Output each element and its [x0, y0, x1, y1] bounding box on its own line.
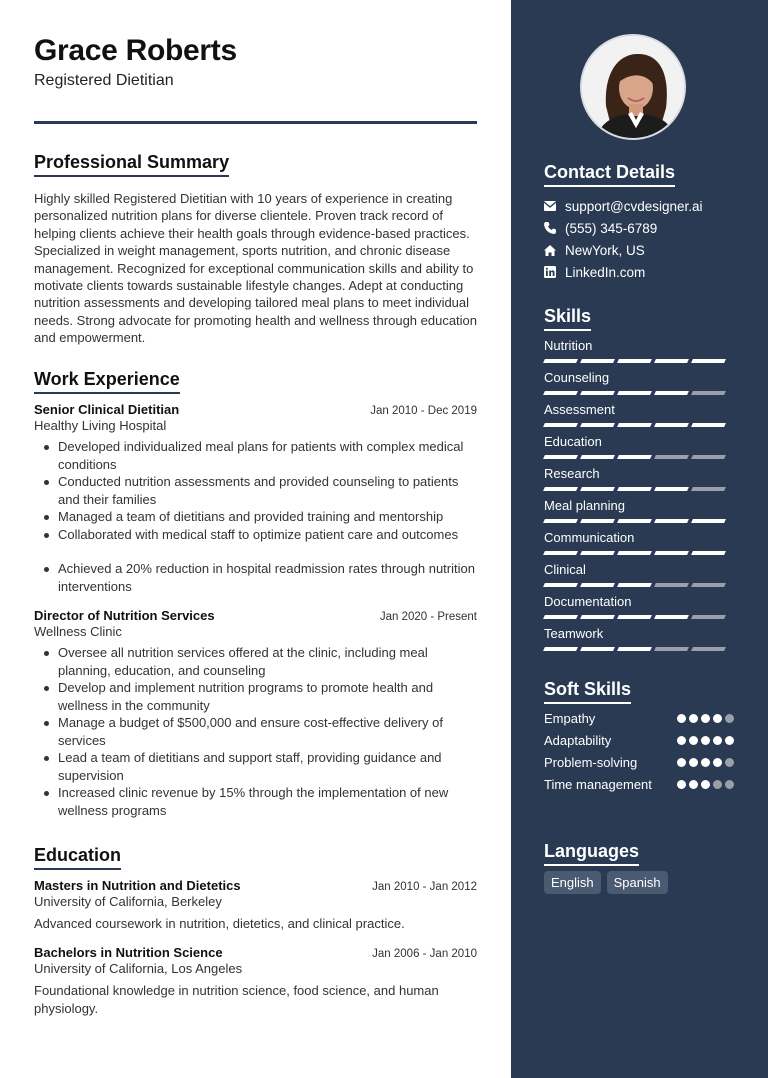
job-entry — [34, 608, 477, 819]
skill-level-segment — [617, 615, 652, 619]
contact-email[interactable] — [544, 195, 744, 217]
skill-level-segment — [617, 583, 652, 587]
experience-heading: Work Experience — [34, 369, 180, 394]
rating-dot — [725, 736, 734, 745]
languages-list — [544, 871, 668, 894]
education-entry — [34, 878, 477, 933]
skill-level-segment — [654, 551, 689, 555]
contact-heading: Contact Details — [544, 162, 675, 187]
rating-dot — [725, 780, 734, 789]
summary-text: Highly skilled Registered Dietitian with 10 years of experience in creating personalized nutrition plans for diverse clientele. Proven track record of helping clients achieve their health goals through evidence-based practices. Specialized in weight management, sports nutrition, and chronic disease management. Recognized for exceptional communication skills and ability to motivate clients towards sustainable lifestyle changes. Adept at conducting nutrition assessments and developing tailored meal plans to meet individual needs. Strong advocate for promoting health and wellness through education and empowerment. — [34, 191, 478, 346]
soft-skill-item — [544, 776, 734, 816]
rating-dot — [701, 758, 710, 767]
skill-name: Education — [544, 434, 602, 449]
skill-level-segment — [543, 455, 578, 459]
skill-level-bar — [544, 647, 734, 651]
soft-skill-item — [544, 754, 734, 776]
education-date: Jan 2010 - Jan 2012 — [372, 881, 477, 893]
education-heading: Education — [34, 845, 121, 870]
soft-skill-name: Time management — [544, 777, 652, 792]
skill-level-segment — [543, 359, 578, 363]
skill-level-segment — [543, 647, 578, 651]
skill-level-bar — [544, 423, 734, 427]
skill-level-segment — [543, 519, 578, 523]
contact-location — [544, 239, 744, 261]
skill-item — [544, 593, 734, 625]
location-text: NewYork, US — [565, 242, 645, 258]
skill-name: Meal planning — [544, 498, 625, 513]
skill-item — [544, 369, 734, 401]
soft-skill-item — [544, 732, 734, 754]
skill-level-segment — [617, 359, 652, 363]
skill-level-segment — [691, 359, 726, 363]
list-item: Oversee all nutrition services offered at the clinic, including meal planning, education, and counseling — [34, 644, 477, 679]
job-date: Jan 2010 - Dec 2019 — [370, 405, 477, 417]
skill-level-segment — [654, 583, 689, 587]
home-icon — [544, 244, 556, 256]
rating-dot — [689, 780, 698, 789]
skill-name: Documentation — [544, 594, 632, 609]
rating-dot — [689, 736, 698, 745]
soft-skill-name: Empathy — [544, 711, 596, 726]
skill-level-segment — [543, 615, 578, 619]
degree-title: Masters in Nutrition and Dietetics — [34, 878, 241, 893]
skill-level-segment — [580, 423, 615, 427]
language-tag: English — [544, 871, 601, 894]
skills-heading: Skills — [544, 306, 591, 331]
rating-dot — [677, 780, 686, 789]
soft-skills-heading: Soft Skills — [544, 679, 631, 704]
soft-skill-rating — [677, 754, 734, 776]
education-description: Advanced coursework in nutrition, dietetics, and clinical practice. — [34, 916, 405, 931]
skill-level-segment — [691, 519, 726, 523]
skill-level-segment — [617, 519, 652, 523]
skill-level-segment — [691, 647, 726, 651]
skill-name: Research — [544, 466, 600, 481]
skill-level-segment — [654, 647, 689, 651]
skill-level-segment — [580, 583, 615, 587]
phone-text: (555) 345-6789 — [565, 220, 658, 236]
skill-level-segment — [691, 487, 726, 491]
skill-level-segment — [654, 455, 689, 459]
header-divider — [34, 121, 477, 124]
skill-name: Teamwork — [544, 626, 604, 641]
linkedin-icon — [544, 266, 556, 278]
list-item: Conducted nutrition assessments and provided counseling to patients and their families — [34, 473, 477, 508]
skill-level-segment — [617, 423, 652, 427]
rating-dot — [677, 736, 686, 745]
candidate-name: Grace Roberts — [34, 34, 237, 67]
phone-icon — [544, 222, 556, 234]
skill-level-segment — [580, 391, 615, 395]
skill-name: Assessment — [544, 402, 615, 417]
skill-level-bar — [544, 519, 734, 523]
skill-name: Communication — [544, 530, 635, 545]
skill-level-segment — [654, 615, 689, 619]
soft-skill-rating — [677, 776, 734, 816]
job-bullets — [34, 438, 477, 595]
list-item: Increased clinic revenue by 15% through the implementation of new wellness programs — [34, 784, 477, 819]
skill-name: Clinical — [544, 562, 586, 577]
skill-level-bar — [544, 615, 734, 619]
skill-level-segment — [654, 359, 689, 363]
rating-dot — [689, 714, 698, 723]
rating-dot — [677, 714, 686, 723]
summary-heading: Professional Summary — [34, 152, 229, 177]
skill-level-segment — [691, 391, 726, 395]
skill-level-bar — [544, 583, 734, 587]
list-item: Collaborated with medical staff to optimize patient care and outcomes — [34, 526, 477, 544]
job-bullets — [34, 644, 477, 819]
rating-dot — [689, 758, 698, 767]
profile-photo — [580, 34, 686, 140]
skill-level-segment — [543, 551, 578, 555]
education-date: Jan 2006 - Jan 2010 — [372, 948, 477, 960]
skill-item — [544, 561, 734, 593]
soft-skill-name: Adaptability — [544, 733, 612, 748]
soft-skill-name: Problem-solving — [544, 755, 638, 770]
job-entry — [34, 402, 477, 595]
job-title: Senior Clinical Dietitian — [34, 402, 180, 417]
skill-level-segment — [580, 551, 615, 555]
skill-level-segment — [543, 423, 578, 427]
skill-name: Nutrition — [544, 338, 593, 353]
candidate-role: Registered Dietitian — [34, 72, 174, 89]
list-item: Developed individualized meal plans for patients with complex medical conditions — [34, 438, 477, 473]
skill-level-segment — [654, 487, 689, 491]
email-text: support@cvdesigner.ai — [565, 198, 703, 214]
contact-phone[interactable] — [544, 217, 744, 239]
rating-dot — [713, 758, 722, 767]
rating-dot — [713, 780, 722, 789]
skill-level-segment — [654, 423, 689, 427]
degree-title: Bachelors in Nutrition Science — [34, 945, 223, 960]
skill-level-segment — [580, 519, 615, 523]
soft-skill-rating — [677, 710, 734, 732]
skill-level-segment — [543, 583, 578, 587]
linkedin-text: LinkedIn.com — [565, 264, 646, 280]
skill-item — [544, 529, 734, 561]
rating-dot — [725, 714, 734, 723]
rating-dot — [701, 714, 710, 723]
skill-level-segment — [691, 551, 726, 555]
list-item: Develop and implement nutrition programs to promote health and wellness in the community — [34, 679, 477, 714]
rating-dot — [725, 758, 734, 767]
skill-item — [544, 433, 734, 465]
skill-level-segment — [580, 647, 615, 651]
skill-level-segment — [654, 391, 689, 395]
list-item: Achieved a 20% reduction in hospital readmission rates through nutrition interventions — [34, 560, 477, 595]
skill-level-segment — [580, 487, 615, 491]
skill-level-segment — [617, 647, 652, 651]
sidebar — [511, 0, 768, 1078]
skill-level-segment — [617, 391, 652, 395]
job-organization: Healthy Living Hospital — [34, 418, 167, 433]
rating-dot — [713, 714, 722, 723]
skill-item — [544, 497, 734, 529]
soft-skill-item — [544, 710, 734, 732]
envelope-icon — [544, 200, 556, 212]
language-tag: Spanish — [607, 871, 668, 894]
skill-level-segment — [580, 455, 615, 459]
education-entry — [34, 945, 477, 1017]
job-organization: Wellness Clinic — [34, 624, 122, 639]
soft-skill-rating — [677, 732, 734, 754]
skill-level-segment — [543, 487, 578, 491]
list-item: Manage a budget of $500,000 and ensure cost-effective delivery of services — [34, 714, 477, 749]
languages-heading: Languages — [544, 841, 639, 866]
avatar — [582, 36, 686, 140]
skill-level-segment — [691, 455, 726, 459]
education-description: Foundational knowledge in nutrition science, food science, and human physiology. — [34, 983, 439, 1016]
job-title: Director of Nutrition Services — [34, 608, 215, 623]
skills-list — [544, 337, 734, 657]
skill-level-bar — [544, 455, 734, 459]
skill-level-segment — [691, 615, 726, 619]
list-item: Lead a team of dietitians and support staff, providing guidance and supervision — [34, 749, 477, 784]
skill-level-segment — [617, 455, 652, 459]
skill-item — [544, 401, 734, 433]
soft-skills-list — [544, 710, 734, 816]
skill-level-segment — [617, 551, 652, 555]
skill-level-segment — [654, 519, 689, 523]
skill-item — [544, 625, 734, 657]
rating-dot — [701, 736, 710, 745]
skill-item — [544, 465, 734, 497]
skill-level-segment — [617, 487, 652, 491]
rating-dot — [677, 758, 686, 767]
skill-level-segment — [691, 423, 726, 427]
skill-name: Counseling — [544, 370, 610, 385]
skill-level-bar — [544, 391, 734, 395]
skill-level-bar — [544, 551, 734, 555]
skill-level-segment — [580, 359, 615, 363]
list-item: Managed a team of dietitians and provided training and mentorship — [34, 508, 477, 526]
skill-level-bar — [544, 487, 734, 491]
skill-level-segment — [543, 391, 578, 395]
rating-dot — [701, 780, 710, 789]
contact-list — [544, 195, 744, 283]
school-name: University of California, Los Angeles — [34, 961, 243, 976]
rating-dot — [713, 736, 722, 745]
school-name: University of California, Berkeley — [34, 894, 222, 909]
skill-level-bar — [544, 359, 734, 363]
contact-linkedin[interactable] — [544, 261, 744, 283]
skill-level-segment — [580, 615, 615, 619]
skill-level-segment — [691, 583, 726, 587]
skill-item — [544, 337, 734, 369]
job-date: Jan 2020 - Present — [379, 611, 477, 623]
